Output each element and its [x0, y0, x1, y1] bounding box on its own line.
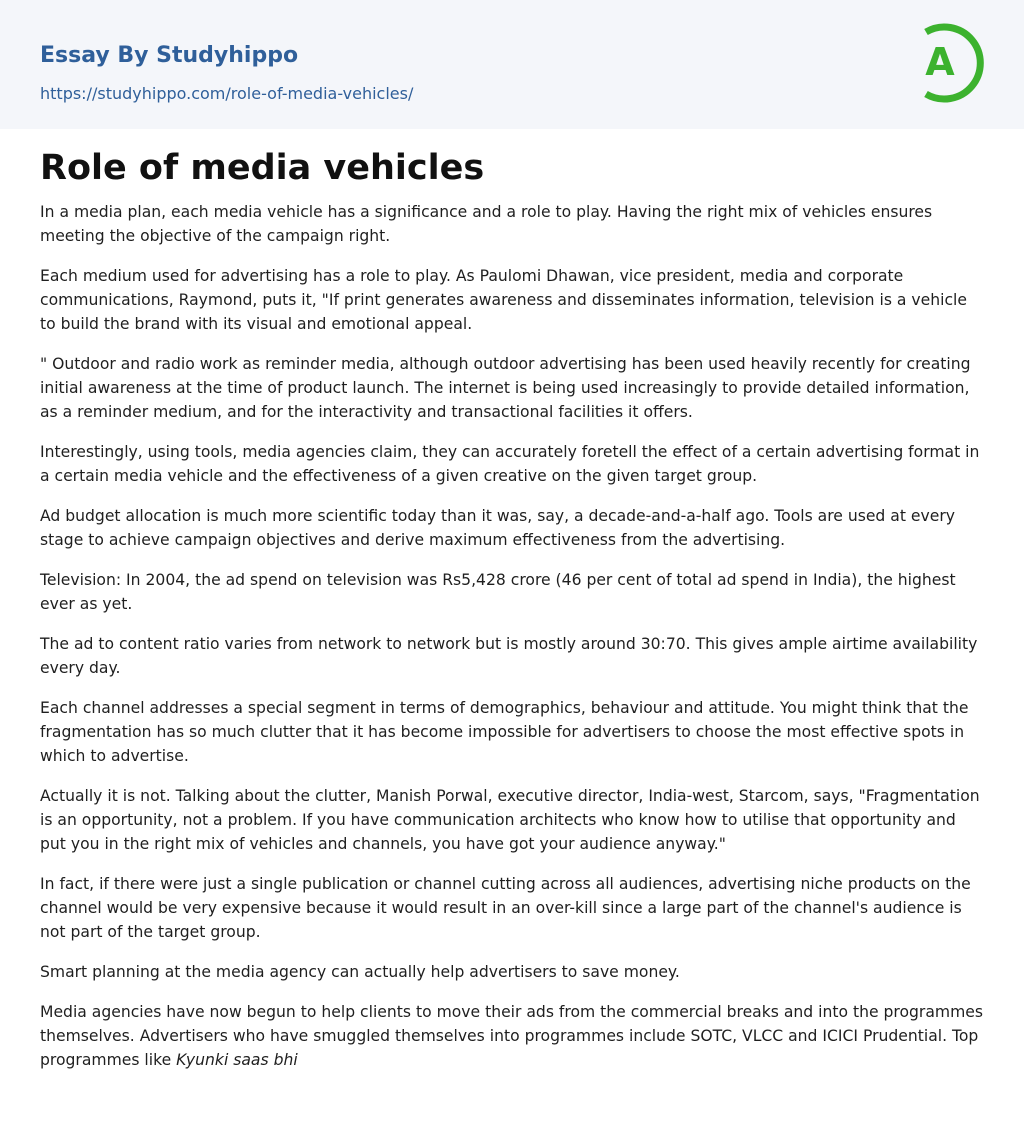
essay-url-link[interactable]: https://studyhippo.com/role-of-media-vehicles/ [40, 84, 414, 103]
brand-title: Essay By Studyhippo [40, 43, 299, 68]
paragraph: In a media plan, each media vehicle has a significance and a role to play. Having the right mix of vehicles ensures meeting the objective of the campaign right. [40, 203, 933, 245]
paragraph: Smart planning at the media agency can actually help advertisers to save money. [40, 963, 680, 981]
page-title: Role of media vehicles [40, 148, 485, 188]
last-paragraph-text: Media agencies have now begun to help clients to move their ads from the commercial breaks and into the programmes themselves. Advertisers who have smuggled themselves into programmes include SOTC, VLCC and ICICI Prudential. Top programmes like [40, 1003, 983, 1069]
paragraph: " Outdoor and radio work as reminder media, although outdoor advertising has been used heavily recently for creating initial awareness at the time of product launch. The internet is being used increasingly to provide detailed information, as a reminder medium, and for the interactivity and transactional facilities it offers. [40, 355, 971, 421]
logo-letter: A [925, 40, 955, 84]
paragraph: Actually it is not. Talking about the clutter, Manish Porwal, executive director, India-west, Starcom, says, "Fragmentation is an opportunity, not a problem. If you have communication architects who know how to utilise that opportunity and put you in the right mix of vehicles and channels, you have got your audience anyway." [40, 787, 980, 853]
paragraph: The ad to content ratio varies from network to network but is mostly around 30:70. This gives ample airtime availability every day. [40, 635, 978, 677]
article-body [40, 200, 986, 1088]
studyhippo-logo-icon[interactable] [912, 20, 986, 106]
paragraph: Each medium used for advertising has a role to play. As Paulomi Dhawan, vice president, media and corporate communications, Raymond, puts it, "If print generates awareness and disseminates information, television is a vehicle to build the brand with its visual and emotional appeal. [40, 267, 967, 333]
paragraph: Television: In 2004, the ad spend on television was Rs5,428 crore (46 per cent of total ad spend in India), the highest ever as yet. [40, 571, 956, 613]
paragraph: Each channel addresses a special segment in terms of demographics, behaviour and attitude. You might think that the fragmentation has so much clutter that it has become impossible for advertisers to choose the most effective spots in which to advertise. [40, 699, 969, 765]
paragraph: In fact, if there were just a single publication or channel cutting across all audiences, advertising niche products on the channel would be very expensive because it would result in an over-kill since a large part of the channel's audience is not part of the target group. [40, 875, 971, 941]
last-paragraph [40, 1000, 986, 1072]
paragraph: Interestingly, using tools, media agencies claim, they can accurately foretell the effect of a certain advertising format in a certain media vehicle and the effectiveness of a given creative on the given target group. [40, 443, 980, 485]
paragraph: Ad budget allocation is much more scientific today than it was, say, a decade-and-a-half ago. Tools are used at every stage to achieve campaign objectives and derive maximum effectiveness from the advertising. [40, 507, 955, 549]
programme-title: Kyunki saas bhi [176, 1051, 298, 1069]
